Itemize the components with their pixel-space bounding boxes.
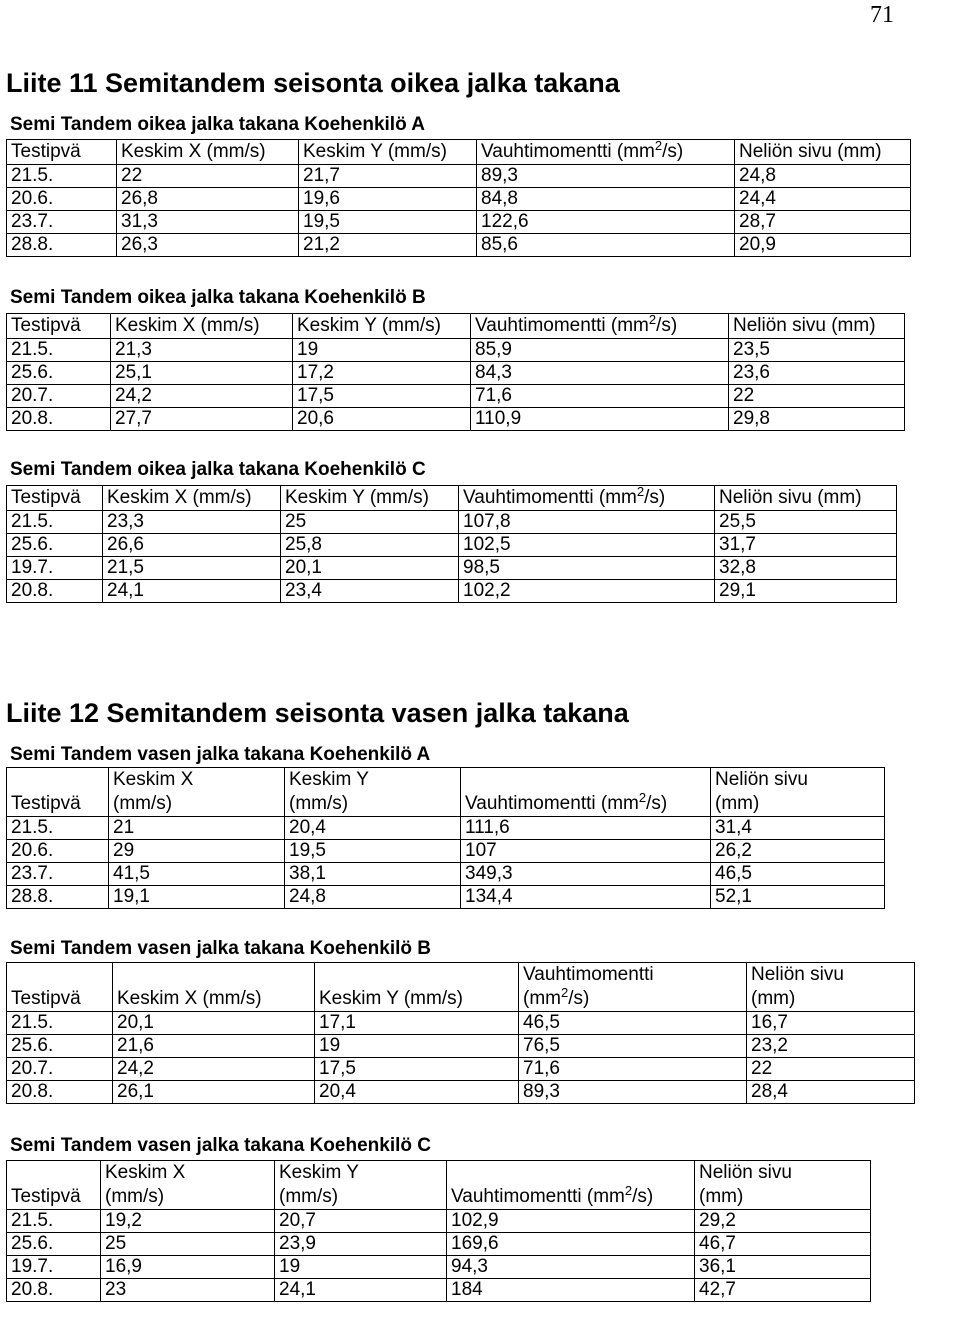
value-cell: 98,5	[459, 557, 715, 580]
table-row	[7, 362, 905, 385]
value-cell: 24,8	[735, 165, 911, 188]
table-caption: Semi Tandem vasen jalka takana Koehenkilö C	[10, 1135, 431, 1156]
value-cell: 20,1	[281, 557, 459, 580]
value-cell: 71,6	[519, 1058, 747, 1081]
value-cell: 19,6	[299, 188, 477, 211]
value-cell: 31,4	[711, 817, 885, 840]
header-cell: Neliön sivu (mm)	[729, 314, 905, 339]
value-cell: 110,9	[471, 408, 729, 431]
header-cell: Keskim X (mm/s)	[109, 768, 285, 817]
value-cell: 24,8	[285, 886, 461, 909]
date-cell: 25.6.	[7, 362, 111, 385]
date-cell: 23.7.	[7, 863, 109, 886]
value-cell: 21,3	[111, 339, 293, 362]
table-header-row	[7, 1161, 871, 1210]
table-row	[7, 385, 905, 408]
value-cell: 46,5	[519, 1012, 747, 1035]
date-cell: 20.7.	[7, 1058, 113, 1081]
value-cell: 28,4	[747, 1081, 915, 1104]
value-cell: 26,3	[117, 234, 299, 257]
table-row	[7, 339, 905, 362]
header-cell: Vauhtimomentti $(mm^2/s)$	[447, 1161, 695, 1210]
header-cell: Testipvä	[7, 140, 117, 165]
value-cell: 85,6	[477, 234, 735, 257]
date-cell: 20.7.	[7, 385, 111, 408]
table-row	[7, 534, 897, 557]
value-cell: 21,7	[299, 165, 477, 188]
table-caption: Semi Tandem oikea jalka takana Koehenkilö A	[10, 114, 425, 135]
value-cell: 19,5	[285, 840, 461, 863]
header-cell: Neliön sivu (mm)	[735, 140, 911, 165]
table-row	[7, 1279, 871, 1302]
table-row	[7, 234, 911, 257]
table-header-row	[7, 486, 897, 511]
value-cell: 21	[109, 817, 285, 840]
header-cell: Keskim Y (mm/s)	[285, 768, 461, 817]
table-row	[7, 511, 897, 534]
date-cell: 20.6.	[7, 840, 109, 863]
table-row	[7, 1233, 871, 1256]
value-cell: 184	[447, 1279, 695, 1302]
value-cell: 52,1	[711, 886, 885, 909]
header-cell: Testipvä	[7, 1161, 101, 1210]
header-cell: Keskim Y (mm/s)	[293, 314, 471, 339]
table-caption: Semi Tandem oikea jalka takana Koehenkilö C	[10, 459, 426, 480]
value-cell: 22	[117, 165, 299, 188]
header-cell: Vauhtimomentti $(mm^2/s)$	[471, 314, 729, 339]
date-cell: 21.5.	[7, 817, 109, 840]
value-cell: 102,5	[459, 534, 715, 557]
value-cell: 89,3	[477, 165, 735, 188]
value-cell: 20,1	[113, 1012, 315, 1035]
table-row	[7, 1081, 915, 1104]
header-cell: Neliön sivu (mm)	[747, 963, 915, 1012]
value-cell: 20,6	[293, 408, 471, 431]
value-cell: 23	[101, 1279, 275, 1302]
header-cell: Testipvä	[7, 486, 103, 511]
value-cell: 16,7	[747, 1012, 915, 1035]
table-row	[7, 1256, 871, 1279]
date-cell: 25.6.	[7, 1035, 113, 1058]
value-cell: 17,2	[293, 362, 471, 385]
header-cell: Neliön sivu (mm)	[695, 1161, 871, 1210]
date-cell: 21.5.	[7, 511, 103, 534]
header-cell: Testipvä	[7, 314, 111, 339]
value-cell: 31,3	[117, 211, 299, 234]
value-cell: 26,1	[113, 1081, 315, 1104]
header-cell: Keskim X (mm/s)	[103, 486, 281, 511]
table-caption: Semi Tandem vasen jalka takana Koehenkilö A	[10, 744, 431, 765]
value-cell: 17,5	[293, 385, 471, 408]
value-cell: 29	[109, 840, 285, 863]
value-cell: 31,7	[715, 534, 897, 557]
date-cell: 20.8.	[7, 1081, 113, 1104]
table-caption: Semi Tandem oikea jalka takana Koehenkilö B	[10, 287, 426, 308]
appendix-12-title: Liite 12 Semitandem seisonta vasen jalka takana	[6, 698, 629, 728]
value-cell: 19	[275, 1256, 447, 1279]
date-cell: 19.7.	[7, 1256, 101, 1279]
header-cell: Testipvä	[7, 963, 113, 1012]
value-cell: 23,2	[747, 1035, 915, 1058]
value-cell: 19,1	[109, 886, 285, 909]
value-cell: 29,8	[729, 408, 905, 431]
table-row	[7, 1210, 871, 1233]
value-cell: 46,5	[711, 863, 885, 886]
value-cell: 85,9	[471, 339, 729, 362]
value-cell: 16,9	[101, 1256, 275, 1279]
value-cell: 25,1	[111, 362, 293, 385]
data-table	[6, 485, 897, 603]
value-cell: 24,1	[275, 1279, 447, 1302]
value-cell: 94,3	[447, 1256, 695, 1279]
table-row	[7, 863, 885, 886]
value-cell: 46,7	[695, 1233, 871, 1256]
value-cell: 19	[315, 1035, 519, 1058]
table-row	[7, 165, 911, 188]
header-cell: Neliön sivu (mm)	[715, 486, 897, 511]
value-cell: 21,2	[299, 234, 477, 257]
table-row	[7, 188, 911, 211]
header-cell: Keskim Y (mm/s)	[299, 140, 477, 165]
value-cell: 111,6	[461, 817, 711, 840]
table-row	[7, 840, 885, 863]
value-cell: 20,7	[275, 1210, 447, 1233]
value-cell: 41,5	[109, 863, 285, 886]
value-cell: 84,3	[471, 362, 729, 385]
value-cell: 23,9	[275, 1233, 447, 1256]
date-cell: 23.7.	[7, 211, 117, 234]
header-cell: Keskim X (mm/s)	[117, 140, 299, 165]
value-cell: 349,3	[461, 863, 711, 886]
value-cell: 26,2	[711, 840, 885, 863]
date-cell: 21.5.	[7, 339, 111, 362]
value-cell: 24,2	[113, 1058, 315, 1081]
date-cell: 25.6.	[7, 1233, 101, 1256]
date-cell: 28.8.	[7, 234, 117, 257]
header-cell: Neliön sivu (mm)	[711, 768, 885, 817]
date-cell: 19.7.	[7, 557, 103, 580]
table-header-row	[7, 963, 915, 1012]
table-row	[7, 557, 897, 580]
value-cell: 19	[293, 339, 471, 362]
value-cell: 22	[729, 385, 905, 408]
value-cell: 25	[281, 511, 459, 534]
value-cell: 169,6	[447, 1233, 695, 1256]
value-cell: 32,8	[715, 557, 897, 580]
value-cell: 24,2	[111, 385, 293, 408]
value-cell: 76,5	[519, 1035, 747, 1058]
value-cell: 107	[461, 840, 711, 863]
value-cell: 28,7	[735, 211, 911, 234]
table-row	[7, 1058, 915, 1081]
header-cell: Keskim Y (mm/s)	[281, 486, 459, 511]
header-cell: Keskim Y (mm/s)	[315, 963, 519, 1012]
value-cell: 23,4	[281, 580, 459, 603]
value-cell: 26,6	[103, 534, 281, 557]
header-cell: Keskim X (mm/s)	[101, 1161, 275, 1210]
data-table	[6, 139, 911, 257]
date-cell: 21.5.	[7, 1012, 113, 1035]
date-cell: 20.8.	[7, 408, 111, 431]
header-cell: Vauhtimomentti $(mm^2/s)$	[477, 140, 735, 165]
value-cell: 89,3	[519, 1081, 747, 1104]
table-row	[7, 817, 885, 840]
header-cell: Vauhtimomentti $(mm^2/s)$	[459, 486, 715, 511]
table-row	[7, 1035, 915, 1058]
header-cell: Testipvä	[7, 768, 109, 817]
value-cell: 84,8	[477, 188, 735, 211]
table-row	[7, 1012, 915, 1035]
value-cell: 27,7	[111, 408, 293, 431]
value-cell: 19,5	[299, 211, 477, 234]
date-cell: 25.6.	[7, 534, 103, 557]
date-cell: 20.8.	[7, 580, 103, 603]
value-cell: 24,1	[103, 580, 281, 603]
header-cell: Vauhtimomentti $(mm^2/s)$	[461, 768, 711, 817]
date-cell: 28.8.	[7, 886, 109, 909]
value-cell: 17,1	[315, 1012, 519, 1035]
table-row	[7, 211, 911, 234]
value-cell: 17,5	[315, 1058, 519, 1081]
value-cell: 19,2	[101, 1210, 275, 1233]
value-cell: 102,2	[459, 580, 715, 603]
header-cell: Keskim Y (mm/s)	[275, 1161, 447, 1210]
table-caption: Semi Tandem vasen jalka takana Koehenkilö B	[10, 938, 431, 959]
value-cell: 23,3	[103, 511, 281, 534]
value-cell: 42,7	[695, 1279, 871, 1302]
value-cell: 25,8	[281, 534, 459, 557]
value-cell: 23,6	[729, 362, 905, 385]
value-cell: 102,9	[447, 1210, 695, 1233]
value-cell: 20,4	[285, 817, 461, 840]
value-cell: 25,5	[715, 511, 897, 534]
date-cell: 21.5.	[7, 1210, 101, 1233]
value-cell: 38,1	[285, 863, 461, 886]
value-cell: 29,2	[695, 1210, 871, 1233]
table-header-row	[7, 314, 905, 339]
date-cell: 20.8.	[7, 1279, 101, 1302]
value-cell: 71,6	[471, 385, 729, 408]
appendix-11-title: Liite 11 Semitandem seisonta oikea jalka takana	[6, 68, 620, 98]
header-cell: Keskim X (mm/s)	[113, 963, 315, 1012]
value-cell: 23,5	[729, 339, 905, 362]
table-row	[7, 580, 897, 603]
data-table	[6, 313, 905, 431]
date-cell: 20.6.	[7, 188, 117, 211]
value-cell: 21,5	[103, 557, 281, 580]
value-cell: 36,1	[695, 1256, 871, 1279]
table-header-row	[7, 140, 911, 165]
value-cell: 122,6	[477, 211, 735, 234]
value-cell: 22	[747, 1058, 915, 1081]
value-cell: 107,8	[459, 511, 715, 534]
data-table	[6, 767, 885, 909]
table-row	[7, 408, 905, 431]
header-cell: Keskim X (mm/s)	[111, 314, 293, 339]
value-cell: 24,4	[735, 188, 911, 211]
page-number: 71	[870, 2, 894, 28]
value-cell: 20,4	[315, 1081, 519, 1104]
date-cell: 21.5.	[7, 165, 117, 188]
value-cell: 25	[101, 1233, 275, 1256]
value-cell: 26,8	[117, 188, 299, 211]
header-cell: Vauhtimomentti $(mm^2/s)$	[519, 963, 747, 1012]
value-cell: 29,1	[715, 580, 897, 603]
table-row	[7, 886, 885, 909]
value-cell: 134,4	[461, 886, 711, 909]
data-table	[6, 962, 915, 1104]
data-table	[6, 1160, 871, 1302]
table-header-row	[7, 768, 885, 817]
value-cell: 21,6	[113, 1035, 315, 1058]
value-cell: 20,9	[735, 234, 911, 257]
